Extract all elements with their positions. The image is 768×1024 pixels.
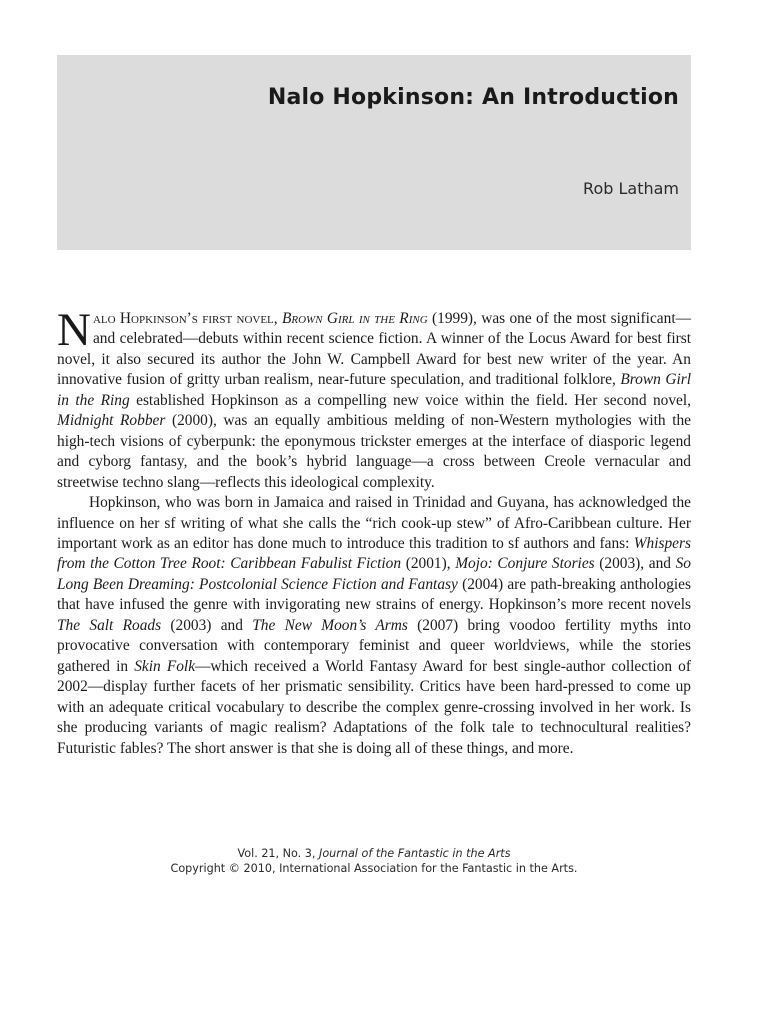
book-title: The Salt Roads [57,616,162,634]
body-text: —which received a World Fantasy Award for best single-author collection of 2002—display further facets of her prismatic sensibility. Critics have been hard-pressed to come up with an adequate critical vocabulary to describe the complex genre-crossing involved in her work. Is she producing variants of magic realism? Adaptations of the folk tale to technocultural realities? Futuristic fables? The short answer is that she is doing all of these things, and more. [57,657,691,757]
book-title: Brown Girl in the Ring [281,310,428,327]
body-text: (2003) and [161,616,253,634]
body-text: Hopkinson, who was born in Jamaica and raised in Trinidad and Guyana, has acknowledged the influence on her sf writing of what she calls the “rich cook-up stew” of Afro-Caribbean culture. Her important work as an editor has done much to introduce this tradition to sf authors and fans: [57,494,691,552]
book-title: Brown Girl in the Ring [57,371,691,409]
journal-volume: Vol. 21, No. 3, [237,847,320,860]
book-title: So Long Been Dreaming: Postcolonial Science Fiction and Fantasy [57,555,691,593]
article-body [57,304,692,759]
body-text: (1999), was one of the most significant—and celebrated—debuts within recent science fiction. A winner of the Locus Award for best first novel, it also secured its author the John W. Campbell Award for best new writer of the year. An innovative fusion of gritty urban realism, near-future speculation, and traditional folklore, [57,310,691,389]
title-banner [57,55,691,250]
body-text: (2004) are path-breaking anthologies that have infused the genre with invigorating new strains of energy. Hopkinson’s more recent novels [57,575,691,614]
opening-small-caps: alo Hopkinson’s first novel, [92,310,278,327]
drop-cap: N [57,304,91,356]
body-text: established Hopkinson as a compelling new voice within the field. Her second novel, [129,391,691,409]
book-title: Whispers from the Cotton Tree Root: Caribbean Fabulist Fiction [57,534,691,573]
book-title: The New Moon’s Arms [252,616,408,634]
journal-name: Journal of the Fantastic in the Arts [319,847,511,860]
book-title: Midnight Robber [57,412,166,430]
book-title: Mojo: Conjure Stories [455,555,595,573]
body-text: (2003), and [594,555,676,573]
article-title: Nalo Hopkinson: An Introduction [267,85,679,110]
body-text: (2001), [401,555,456,573]
book-title: Skin Folk [134,657,196,675]
paragraph-1 [57,304,691,493]
journal-citation [57,846,691,861]
body-text: (2007) bring voodoo fertility myths into provocative conversation with contemporary feminist and queer worldviews, while the stories gathered in [57,616,692,675]
copyright-notice: Copyright © 2010, International Association for the Fantastic in the Arts. [170,862,578,875]
body-text: (2000), was an equally ambitious melding of non-Western mythologies with the high-tech visions of cyberpunk: the eponymous trickster emerges at the interface of diasporic legend and cyborg fantasy, and the book’s hybrid language—a cross between Creole vernacular and streetwise techno slang—reflects this ideological complexity. [57,412,691,491]
article-author: Rob Latham [583,179,679,198]
paragraph-2 [57,493,691,759]
